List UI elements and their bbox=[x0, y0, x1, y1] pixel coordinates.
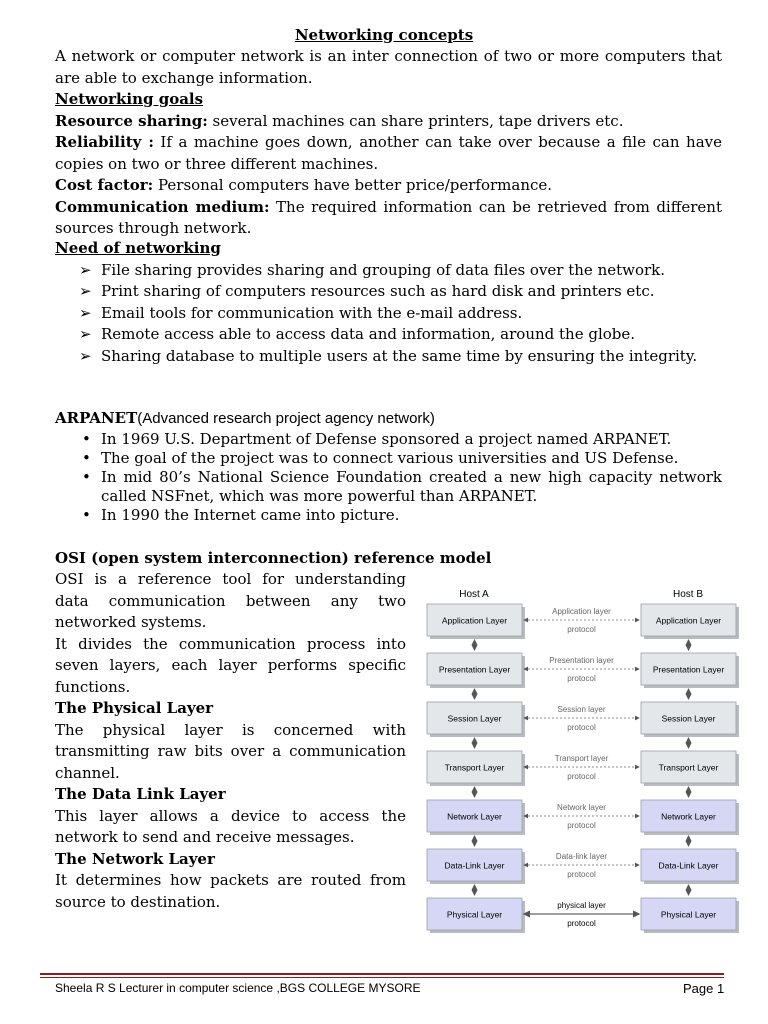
list-item: • The goal of the project was to connect various universities and US Defense. bbox=[82, 448, 679, 467]
protocol-label: protocol bbox=[567, 870, 596, 879]
osi-paragraph-2: It divides the communication process into seven layers, each layer performs specific functions. bbox=[55, 634, 406, 696]
networking-goals-heading: Networking goals bbox=[55, 90, 204, 108]
arrow-bullet-icon: ➢ bbox=[79, 282, 92, 300]
host-a-layer-label: Network Layer bbox=[447, 811, 502, 822]
goal-communication-medium: Communication medium: The required information can be retrieved from different sources through network. bbox=[55, 197, 722, 237]
list-item: • In 1990 the Internet came into picture. bbox=[82, 505, 400, 524]
network-layer-text: It determines how packets are routed from source to destination. bbox=[55, 871, 406, 911]
host-b-layer-label: Application Layer bbox=[655, 615, 722, 626]
list-item: ➢ Remote access able to access data and information, around the globe. bbox=[55, 324, 722, 346]
list-item: ➢ Email tools for communication with the e-mail address. bbox=[55, 303, 722, 325]
need-of-networking-section bbox=[55, 238, 722, 367]
host-b-layer-label: Session Layer bbox=[661, 713, 716, 724]
arrow-bullet-icon: ➢ bbox=[79, 303, 92, 322]
need-of-networking-heading: Need of networking bbox=[55, 239, 221, 257]
networking-goals-section bbox=[55, 89, 722, 240]
protocol-label: protocol bbox=[567, 625, 596, 634]
page-number: Page 1 bbox=[683, 981, 725, 996]
footer-divider bbox=[40, 973, 724, 975]
physical-layer-text: The physical layer is concerned with transmitting raw bits over a communication channel. bbox=[55, 720, 406, 782]
host-b-layer-label: Network Layer bbox=[661, 811, 716, 822]
need-list bbox=[55, 260, 722, 368]
protocol-label: Presentation layer bbox=[549, 656, 614, 665]
protocol-label: Session layer bbox=[557, 705, 606, 714]
protocol-label: Network layer bbox=[557, 803, 606, 812]
protocol-label: physical layer bbox=[557, 901, 606, 910]
osi-paragraph-1: OSI is a reference tool for understanding data communication between any two networked systems. bbox=[55, 570, 406, 631]
data-link-layer-heading: The Data Link Layer bbox=[55, 785, 226, 803]
host-a-layer-label: Physical Layer bbox=[446, 909, 503, 920]
bullet-icon: • bbox=[82, 505, 91, 524]
host-b-layer-label: Presentation Layer bbox=[652, 664, 725, 675]
protocol-label: Application layer bbox=[552, 607, 611, 616]
footer-author: Sheela R S Lecturer in computer science ,BGS COLLEGE MYSORE bbox=[55, 981, 421, 995]
list-item: ➢ Sharing database to multiple users at the same time by ensuring the integrity. bbox=[55, 346, 722, 368]
list-item: ➢ Print sharing of computers resources such as hard disk and printers etc. bbox=[55, 281, 722, 303]
arrow-bullet-icon: ➢ bbox=[79, 260, 92, 279]
host-a-layer-label: Application Layer bbox=[441, 615, 508, 626]
host-b-layer-label: Physical Layer bbox=[660, 909, 717, 920]
arrow-bullet-icon: ➢ bbox=[79, 346, 92, 365]
host-b-layer-label: Data-Link Layer bbox=[658, 860, 719, 871]
list-item: • In 1969 U.S. Department of Defense sponsored a project named ARPANET. bbox=[82, 429, 672, 448]
host-b-label: Host B bbox=[672, 589, 704, 600]
page-title: Networking concepts bbox=[294, 26, 474, 44]
osi-text-column bbox=[55, 569, 406, 913]
host-a-label: Host A bbox=[459, 589, 489, 600]
osi-heading: OSI (open system interconnection) reference model bbox=[55, 549, 492, 567]
protocol-label: protocol bbox=[567, 674, 596, 683]
goal-cost-factor: Cost factor: Personal computers have better price/performance. bbox=[55, 176, 553, 194]
host-a-layer-label: Presentation Layer bbox=[438, 664, 511, 675]
arrow-bullet-icon: ➢ bbox=[79, 325, 92, 343]
arpanet-section bbox=[55, 408, 722, 525]
host-a-layer-label: Transport Layer bbox=[444, 762, 505, 773]
footer-divider-thin bbox=[40, 977, 724, 978]
protocol-label: protocol bbox=[567, 723, 596, 732]
host-a-layer-label: Data-Link Layer bbox=[444, 860, 505, 871]
protocol-label: Data-link layer bbox=[555, 852, 608, 861]
arpanet-list bbox=[55, 430, 722, 525]
goal-reliability: Reliability : If a machine goes down, another can take over because a file can have copies on two or three different machines. bbox=[55, 133, 722, 173]
network-layer-heading: The Network Layer bbox=[55, 849, 215, 868]
goal-resource-sharing: Resource sharing: several machines can share printers, tape drivers etc. bbox=[55, 111, 624, 130]
arpanet-heading: ARPANET(Advanced research project agency network) bbox=[55, 409, 435, 427]
list-item: • In mid 80’s National Science Foundation created a new high capacity network called NSFnet, which was more powerful than ARPANET. bbox=[82, 467, 722, 505]
host-b-layer-label: Transport Layer bbox=[658, 762, 719, 773]
protocol-label: Transport layer bbox=[554, 754, 609, 763]
physical-layer-heading: The Physical Layer bbox=[55, 699, 214, 717]
protocol-label: protocol bbox=[567, 821, 596, 830]
protocol-label: protocol bbox=[567, 772, 596, 781]
list-item: ➢ File sharing provides sharing and grouping of data files over the network. bbox=[55, 260, 722, 282]
data-link-layer-text: This layer allows a device to access the network to send and receive messages. bbox=[55, 806, 406, 846]
intro-paragraph: A network or computer network is an inter connection of two or more computers that are able to exchange information. bbox=[55, 47, 722, 87]
bullet-icon: • bbox=[82, 429, 91, 448]
bullet-icon: • bbox=[82, 467, 91, 486]
osi-layer-diagram bbox=[412, 578, 752, 938]
host-a-layer-label: Session Layer bbox=[447, 713, 502, 724]
protocol-label: protocol bbox=[567, 919, 596, 928]
bullet-icon: • bbox=[82, 448, 91, 467]
